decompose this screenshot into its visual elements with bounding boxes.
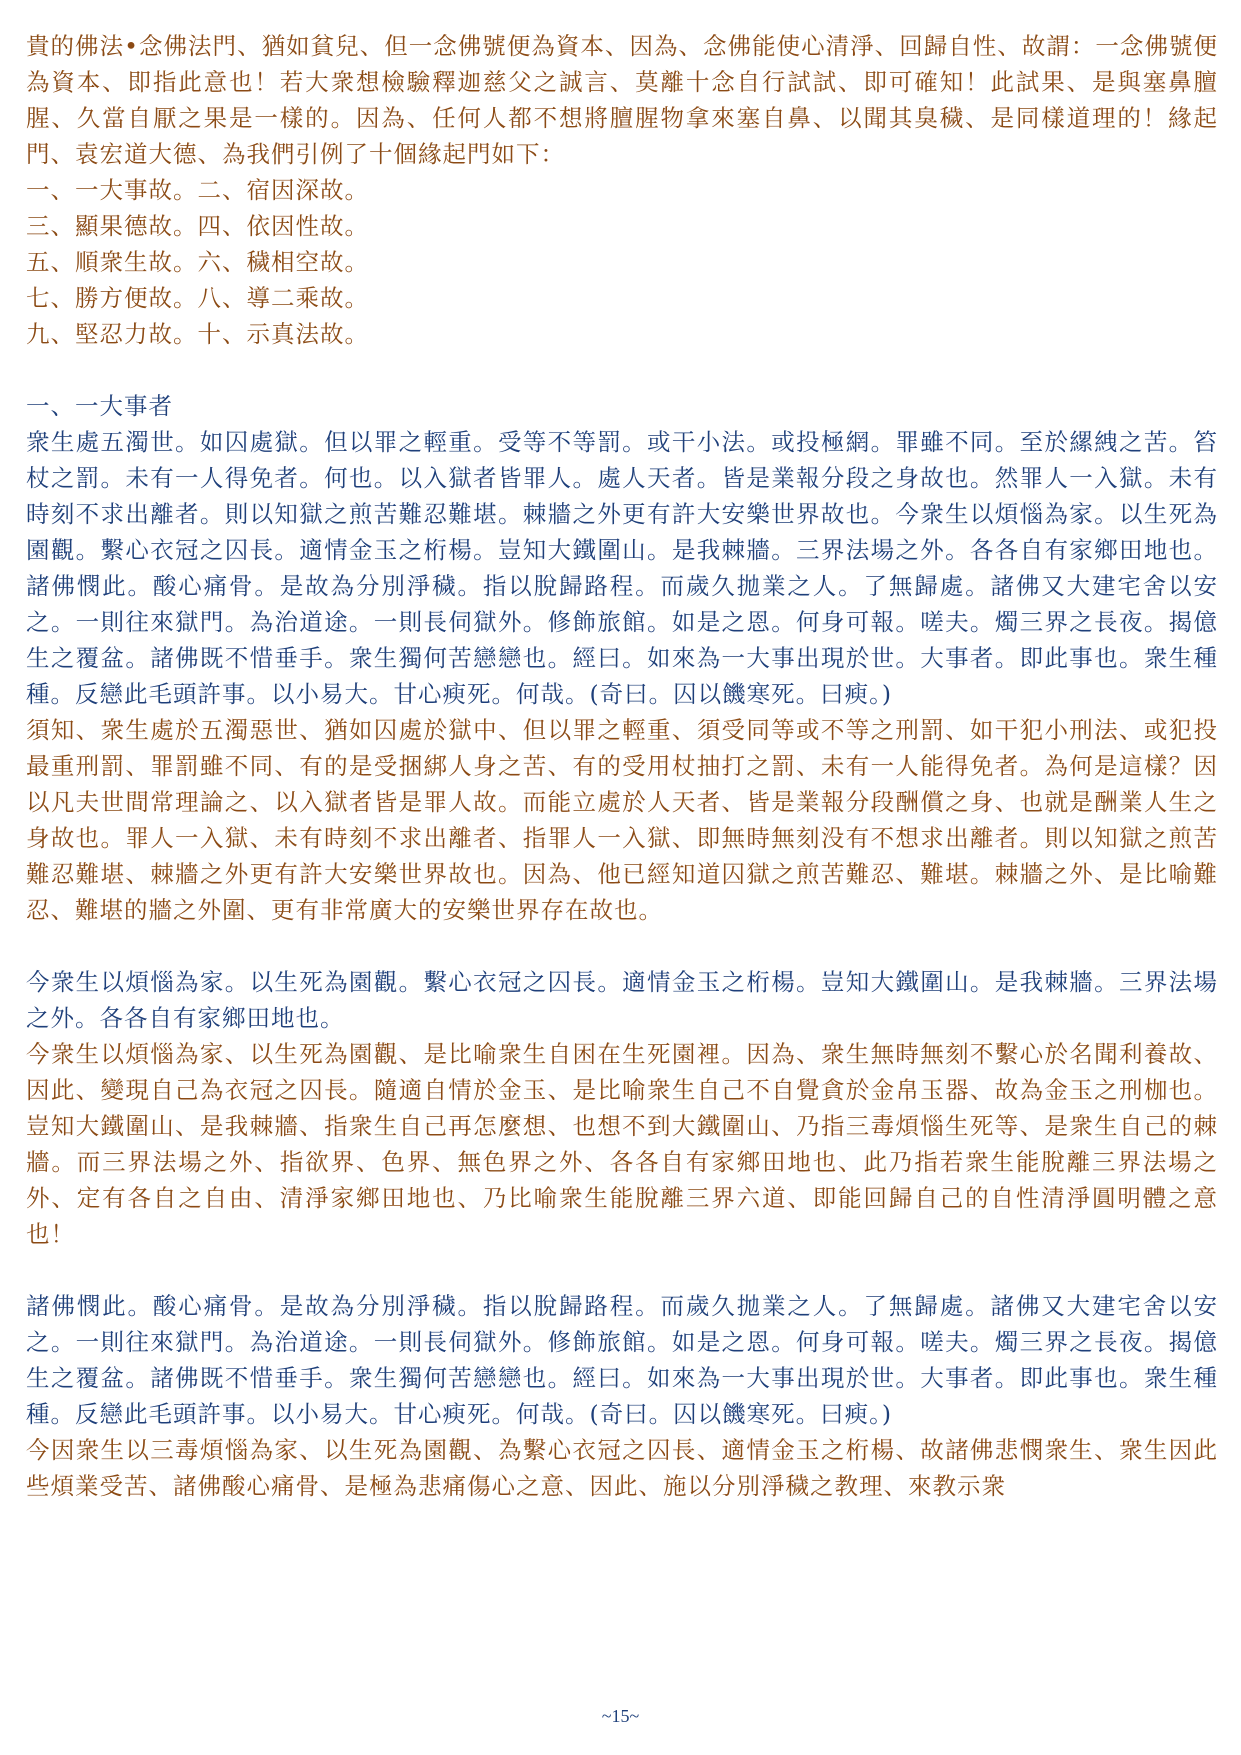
quotation-paragraph: 衆生處五濁世。如囚處獄。但以罪之輕重。受等不等罰。或干小法。或投極網。罪雖不同。至於縲絏之苦。笞杖之罰。未有一人得免者。何也。以入獄者皆罪人。處人天者。皆是業報分段之身故也。然罪人一入獄。未有時刻不求出離者。則以知獄之煎苦難忍難堪。棘牆之外更有許大安樂世界故也。今衆生以煩惱為家。以生死為園觀。繫心衣冠之囚長。適情金玉之桁楊。豈知大鐵圍山。是我棘牆。三界法場之外。各各自有家鄉田地也。諸佛憫此。酸心痛骨。是故為分別淨穢。指以脫歸路程。而歲久拋業之人。了無歸處。諸佛又大建宅舍以安之。一則往來獄門。為治道途。一則長伺獄外。修飾旅館。如是之恩。何身可報。嗟夫。燭三界之長夜。揭億生之覆盆。諸佛既不惜垂手。衆生獨何苦戀戀也。經曰。如來為一大事出現於世。大事者。即此事也。衆生種種。反戀此毛頭許事。以小易大。甘心瘐死。何哉。(奇曰。囚以饑寒死。曰瘐。)	[26, 428, 1218, 708]
explanation-paragraph: 須知、衆生處於五濁惡世、猶如囚處於獄中、但以罪之輕重、須受同等或不等之刑罰、如干犯小刑法、或犯投最重刑罰、罪罰雖不同、有的是受捆綁人身之苦、有的受用杖抽打之罰、未有一人能得免者。為何是這樣？因以凡夫世間常理論之、以入獄者皆是罪人故。而能立處於人天者、皆是業報分段酬償之身、也就是酬業人生之身故也。罪人一入獄、未有時刻不求出離者、指罪人一入獄、即無時無刻没有不想求出離者。則以知獄之煎苦難忍難堪、棘牆之外更有許大安樂世界故也。因為、他已經知道囚獄之煎苦難忍、難堪。棘牆之外、是比喻難忍、難堪的牆之外圍、更有非常廣大的安樂世界存在故也。	[26, 716, 1218, 924]
explanation-paragraph: 今衆生以煩惱為家、以生死為園觀、是比喻衆生自困在生死園裡。因為、衆生無時無刻不繫心於名聞利養故、因此、變現自己為衣冠之囚長。隨適自情於金玉、是比喻衆生自己不自覺貪於金帛玉器、故為金玉之刑枷也。豈知大鐵圍山、是我棘牆、指衆生自己再怎麼想、也想不到大鐵圍山、乃指三毒煩惱生死等、是衆生自己的棘牆。而三界法場之外、指欲界、色界、無色界之外、各各自有家鄉田地也、此乃指若衆生能脫離三界法場之外、定有各自之自由、清淨家鄉田地也、乃比喻衆生能脫離三界六道、即能回歸自己的自性清淨圓明體之意也！	[26, 1040, 1218, 1248]
list-item: 三、顯果德故。四、依因性故。	[26, 212, 369, 240]
quotation-paragraph: 今衆生以煩惱為家。以生死為園觀。繫心衣冠之囚長。適情金玉之桁楊。豈知大鐵圍山。是我棘牆。三界法場之外。各各自有家鄉田地也。	[26, 968, 1218, 1032]
document-page	[26, 28, 1218, 1504]
list-item: 七、勝方便故。八、導二乘故。	[26, 284, 369, 312]
explanation-paragraph: 今因衆生以三毒煩惱為家、以生死為園觀、為繫心衣冠之囚長、適情金玉之桁楊、故諸佛悲憫衆生、衆生因此些煩業受苦、諸佛酸心痛骨、是極為悲痛傷心之意、因此、施以分別淨穢之教理、來教示衆	[26, 1436, 1218, 1500]
quotation-paragraph: 諸佛憫此。酸心痛骨。是故為分別淨穢。指以脫歸路程。而歲久拋業之人。了無歸處。諸佛又大建宅舍以安之。一則往來獄門。為治道途。一則長伺獄外。修飾旅館。如是之恩。何身可報。嗟夫。燭三界之長夜。揭億生之覆盆。諸佛既不惜垂手。衆生獨何苦戀戀也。經曰。如來為一大事出現於世。大事者。即此事也。衆生種種。反戀此毛頭許事。以小易大。甘心瘐死。何哉。(奇曰。囚以饑寒死。曰瘐。)	[26, 1292, 1218, 1428]
section-heading: 一、一大事者	[26, 392, 173, 420]
list-item: 一、一大事故。二、宿因深故。	[26, 176, 369, 204]
ten-causes-list	[26, 172, 1218, 352]
list-item: 九、堅忍力故。十、示真法故。	[26, 320, 369, 348]
list-item: 五、順衆生故。六、穢相空故。	[26, 248, 369, 276]
page-number: ~15~	[601, 1706, 640, 1726]
intro-paragraph: 貴的佛法•念佛法門、猶如貧兒、但一念佛號便為資本、因為、念佛能使心清淨、回歸自性、故謂：一念佛號便為資本、即指此意也！若大衆想檢驗釋迦慈父之誠言、莫離十念自行試試、即可確知！此試果、是與塞鼻膻腥、久當自厭之果是一樣的。因為、任何人都不想將膻腥物拿來塞自鼻、以聞其臭穢、是同樣道理的！緣起門、袁宏道大德、為我們引例了十個緣起門如下：	[26, 32, 1218, 168]
